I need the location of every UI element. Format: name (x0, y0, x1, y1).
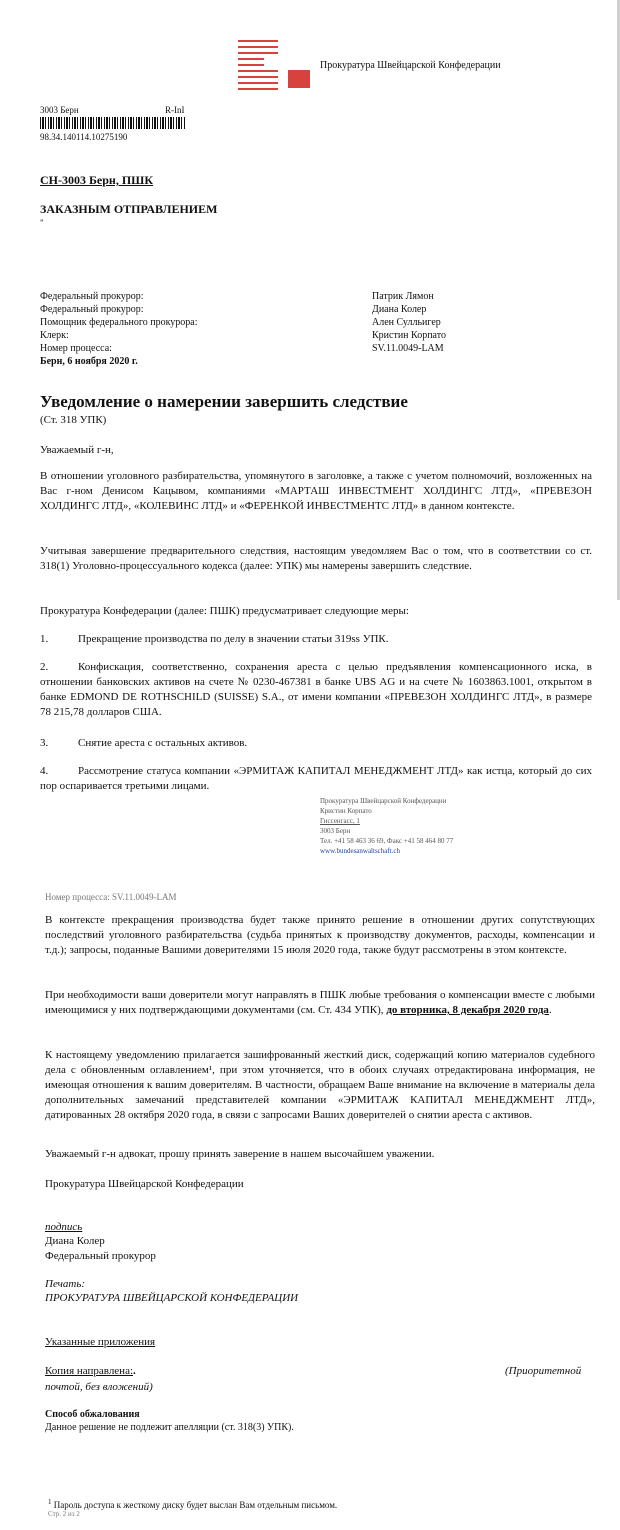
paragraph-5-main: При необходимости ваши доверители могут направлять в ПШК любые требования о компенсации вместе с любыми имеющимися у них подтверждающими документами (см. Ст. 434 УПК), (45, 989, 595, 1016)
copy-note: почтой, без вложений) (45, 1381, 153, 1393)
page2-header: Номер процесса: SV.11.0049-LAM (45, 892, 177, 902)
closing-text: Уважаемый г-н адвокат, прошу принять заверение в нашем высочайшем уважении. (45, 1148, 435, 1160)
closing-org: Прокуратура Швейцарской Конфедерации (45, 1178, 244, 1190)
info-value: Диана Колер (372, 304, 427, 315)
address-mark: " (40, 218, 44, 228)
info-value: SV.11.0049-LAM (372, 343, 444, 354)
signature-label: подпись (45, 1221, 83, 1233)
paragraph-3: Прокуратура Конфедерации (далее: ПШК) предусматривает следующие меры: (40, 605, 409, 617)
copy-sent-label: Копия направлена: (45, 1365, 134, 1377)
measure-text: Конфискация, соответственно, сохранения ареста с целью предъявления компенсационного иска, в отношении банковских активов на счете № 0230-467381 в банке UBS AG и на счете № 1603863.1001, открытом в банке EDMOND DE ROTHSCHILD (SUISSE) S.A., от имени компании «ПРЕВЕЗОН ХОЛДИНГС ЛТД», в размере 78 215,78 долларов США. (40, 661, 592, 718)
sender-code: R-InI (165, 105, 185, 115)
paragraph-6: К настоящему уведомлению прилагается зашифрованный жесткий диск, содержащий копию материалов судебного дела с обновленным оглавлением¹, при этом уточняется, что в обоих случаях отредактирована информация, не имеющая отношения к вашим доверителям. В частности, обращаем Ваше внимание на включение в материалы дела дополнительных замечаний представителей компании «ЭРМИТАЖ КАПИТАЛ МЕНЕДЖМЕНТ ЛТД», датированных 28 октября 2020 года, в связи с запросами Ваших доверителей о снятии ареста с активов. (45, 1049, 595, 1121)
paragraph-1: В отношении уголовного разбирательства, упомянутого в заголовке, а также с учетом полномочий, возложенных на Вас г-ном Денисом Кацывом, компаниями «МАРТАШ ИНВЕСТМЕНТ ХОЛДИНГС ЛТД», «ПРЕВЕЗОН ХОЛДИНГС ЛТД», «КОЛЕВИНС ЛТД» и «ФЕРЕНКОЙ ИНВЕСТМЕНТС ЛТД» в данном контексте. (40, 470, 592, 512)
measure-num: 1. (40, 633, 49, 645)
info-label: Федеральный прокурор: (40, 291, 144, 302)
info-label: Помощник федерального прокурора: (40, 317, 198, 328)
appeal-text: Данное решение не подлежит апелляции (ст. 318(3) УПК). (45, 1422, 294, 1433)
paragraph-4: В контексте прекращения производства будет также принято решение в отношении других сопутствующих последствий уголовного разбирательства (судьба принятых к производству документов, расходы, компенсации и т.д.); запросы, поданные Вашими доверителями 15 июля 2020 года, также будут рассмотрены в этом контексте. (45, 914, 595, 956)
measure-num: 3. (40, 737, 49, 749)
document-title: Уведомление о намерении завершить следствие (40, 392, 408, 411)
info-label: Номер процесса: (40, 343, 112, 354)
paragraph-5 (45, 988, 595, 1018)
info-values (372, 290, 446, 355)
measure-text: Прекращение производства по делу в значении статьи 319ss УПК. (78, 633, 389, 645)
measure-num: 2. (40, 661, 49, 673)
priority-note: (Приоритетной (505, 1365, 582, 1377)
footer-contact (320, 796, 453, 856)
info-label: Федеральный прокурор: (40, 304, 144, 315)
measure-text: Рассмотрение статуса компании «ЭРМИТАЖ КАПИТАЛ МЕНЕДЖМЕНТ ЛТД» как истца, который до сих пор оспаривается третьими лицами. (40, 765, 592, 792)
footnote-mark: 1 (48, 1498, 52, 1506)
contact-city: 3003 Берн (320, 827, 351, 835)
page-number: Стр. 2 из 2 (48, 1510, 80, 1518)
address-line: CH-3003 Берн, ПШК (40, 173, 154, 187)
contact-name: Кристин Корпато (320, 807, 372, 815)
copy-sent-mark: . (133, 1365, 136, 1377)
org-name-header: Прокуратура Швейцарской Конфедерации (320, 60, 501, 71)
contact-org: Прокуратура Швейцарской Конфедерации (320, 797, 447, 805)
document-subtitle: (Ст. 318 УПК) (40, 414, 107, 426)
measure-text: Снятие ареста с остальных активов. (78, 737, 248, 749)
footnote (48, 1497, 337, 1511)
contact-web-link[interactable]: www.bundesanwaltschaft.ch (320, 847, 401, 855)
info-value: Кристин Корпато (372, 330, 446, 341)
footnote-text: Пароль доступа к жесткому диску будет выслан Вам отдельным письмом. (53, 1500, 338, 1510)
deadline-date: до вторника, 8 декабря 2020 года (386, 1004, 549, 1016)
salutation: Уважаемый г-н, (40, 444, 114, 456)
info-labels (40, 290, 380, 368)
copy-sent (45, 1364, 136, 1379)
delivery-method: ЗАКАЗНЫМ ОТПРАВЛЕНИЕМ (40, 202, 218, 216)
seal-label: Печать: (45, 1278, 86, 1290)
date-line: Берн, 6 ноября 2020 г. (40, 356, 138, 367)
sender-city: 3003 Берн (40, 105, 79, 115)
seal-text: ПРОКУРАТУРА ШВЕЙЦАРСКОЙ КОНФЕДЕРАЦИИ (45, 1292, 299, 1304)
contact-phone: Тел. +41 58 463 36 69, Факс +41 58 464 80 77 (320, 837, 454, 845)
info-value: Патрик Лямон (372, 291, 434, 302)
paragraph-2: Учитывая завершение предварительного следствия, настоящим уведомляем Вас о том, что в соответствии со ст. 318(1) Уголовно-процессуального кодекса (далее: УПК) мы намерены завершить следствие. (40, 545, 592, 572)
info-value: Ален Сулльигер (372, 317, 441, 328)
signer-role: Федеральный прокурор (45, 1250, 156, 1262)
barcode-number: 98.34.140114.10275190 (40, 132, 128, 142)
info-label: Клерк: (40, 330, 69, 341)
contact-street: Гиссенгасс, 1 (320, 817, 360, 825)
paragraph-5-end: . (548, 1004, 552, 1016)
appeal-title: Способ обжалования (45, 1409, 140, 1420)
signer-name: Диана Колер (45, 1235, 105, 1247)
attachments-heading: Указанные приложения (45, 1336, 156, 1348)
barcode (40, 117, 185, 129)
measure-num: 4. (40, 765, 49, 777)
